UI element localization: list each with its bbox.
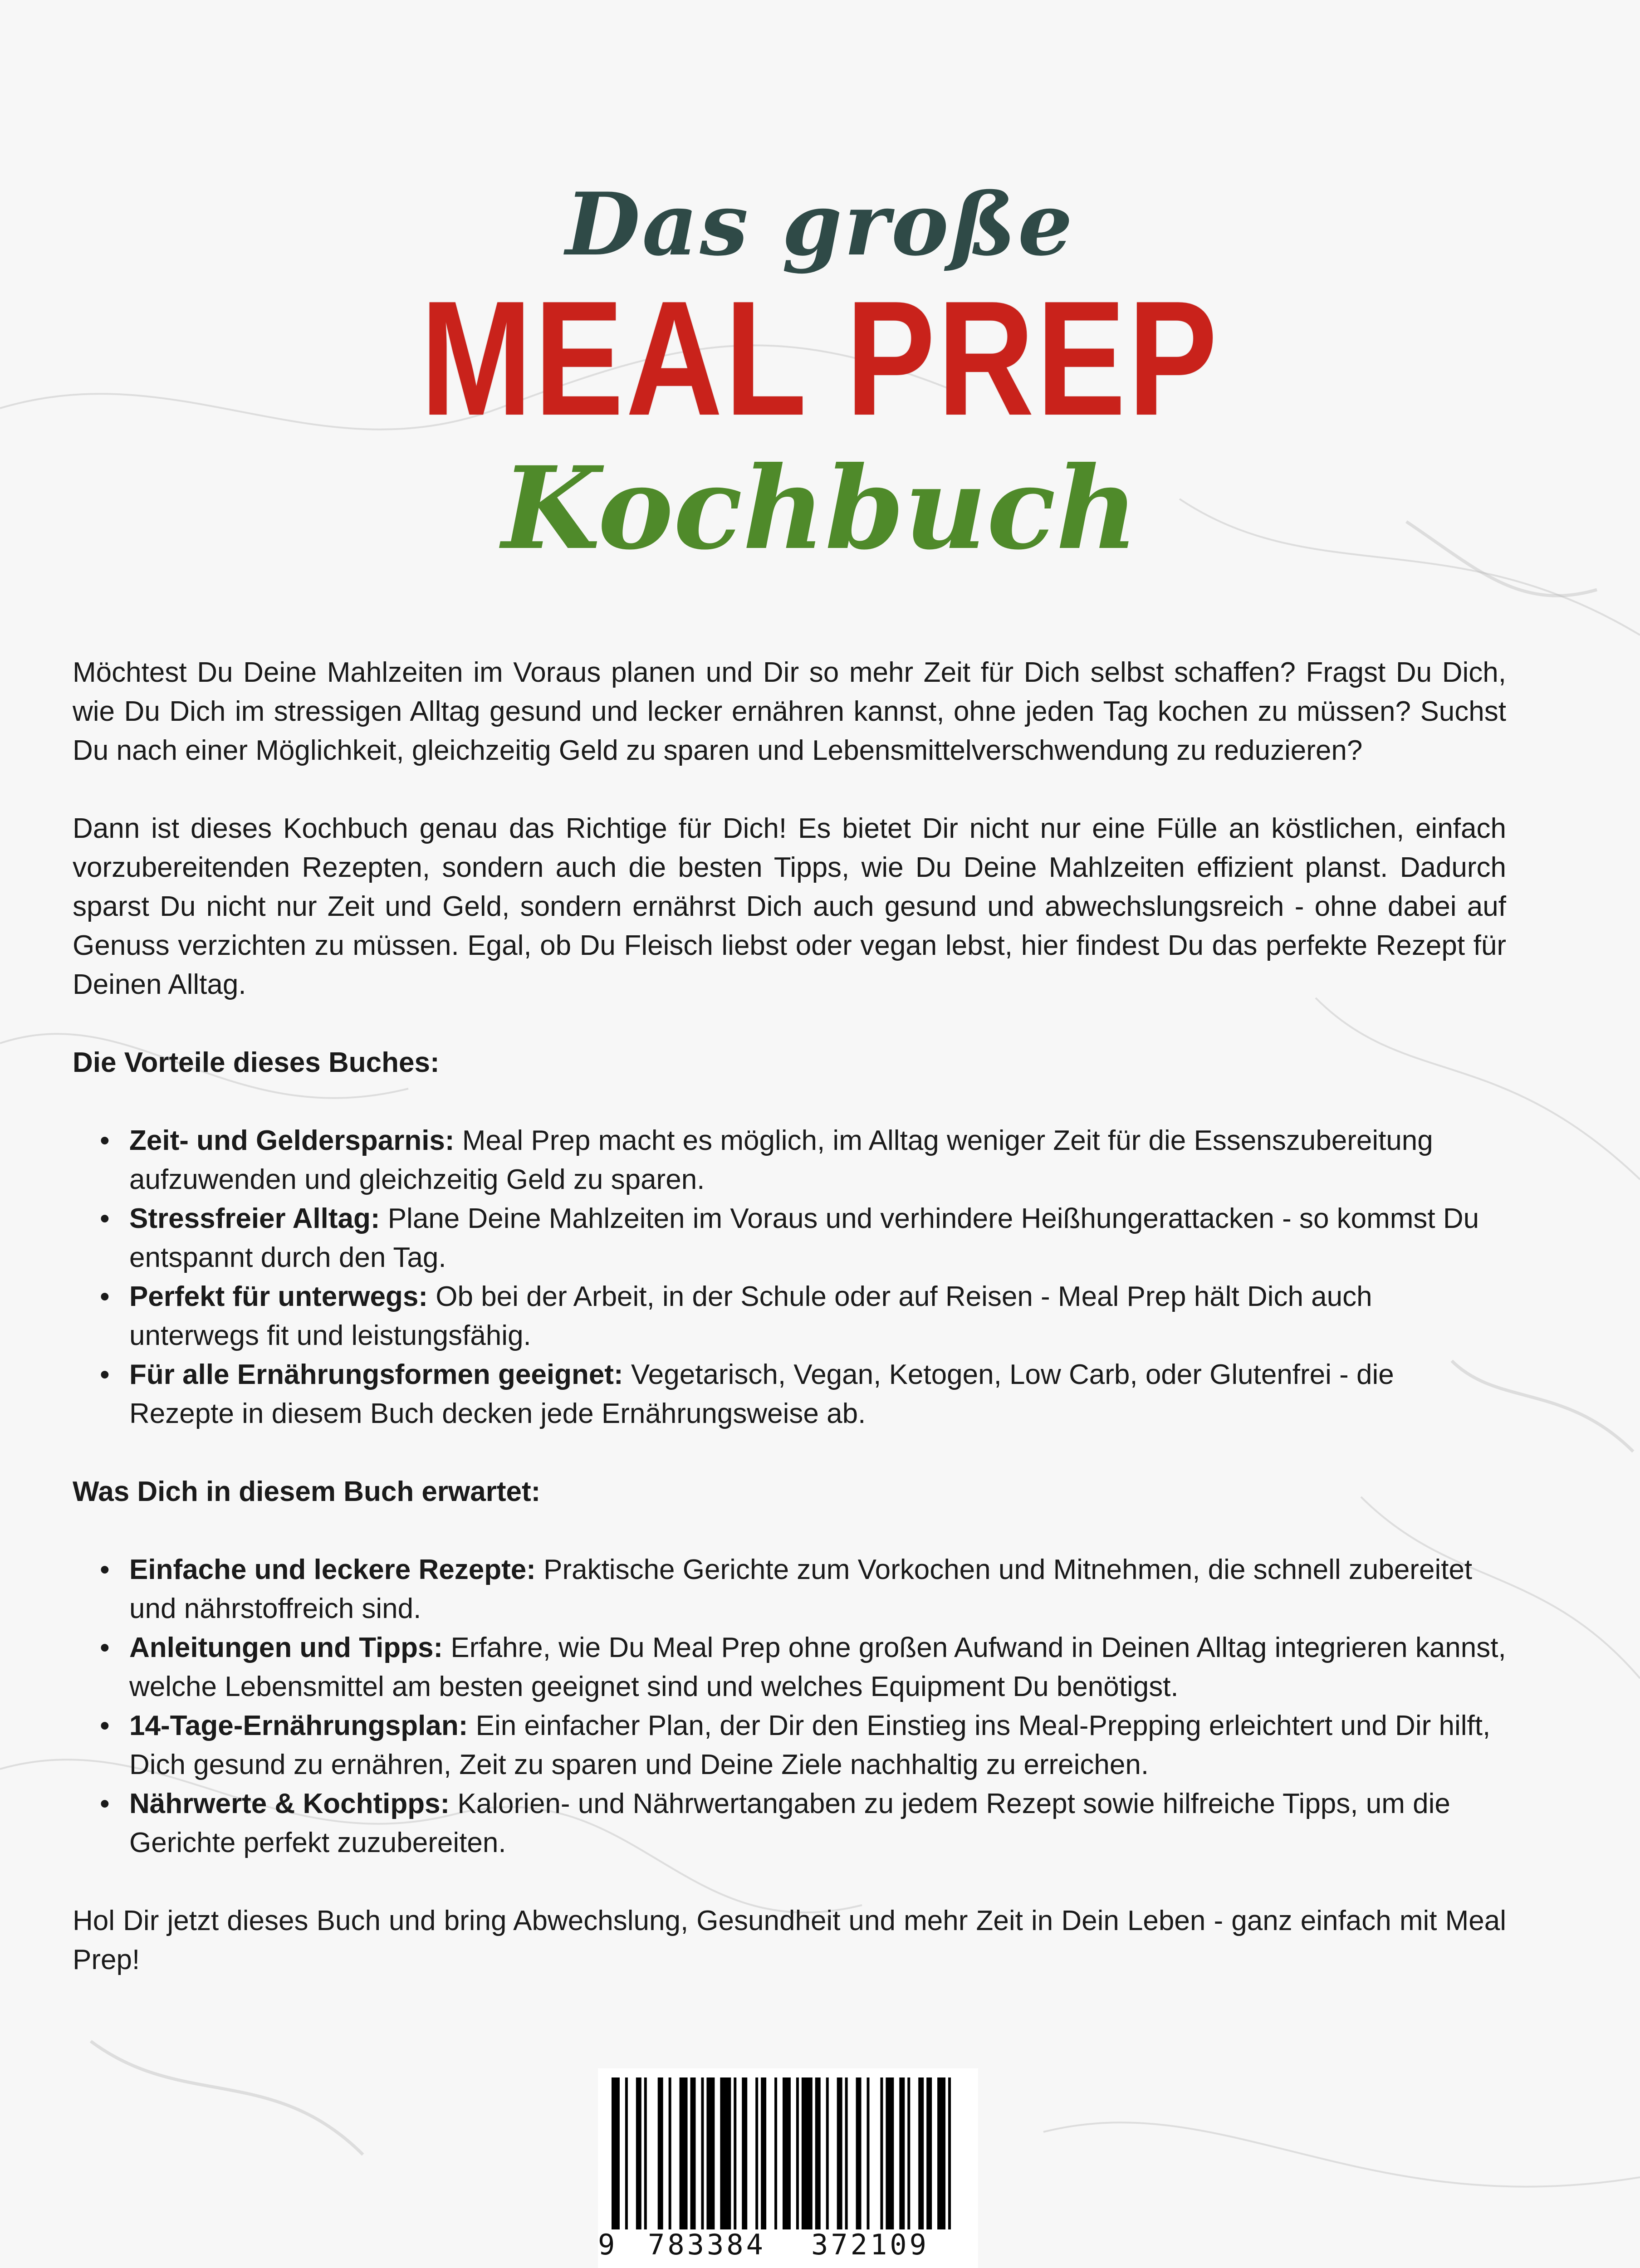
barcode-bar: [669, 2077, 671, 2229]
title-line-2: MEAL PREP: [420, 267, 1220, 450]
bullet-icon: •: [100, 1203, 110, 1234]
barcode-bar: [926, 2077, 932, 2229]
bullet-icon: •: [100, 1281, 110, 1312]
bullet-icon: •: [100, 1554, 110, 1585]
barcode-bar: [867, 2077, 870, 2229]
barcode-bar: [783, 2077, 791, 2229]
list-item: • Einfache und leckere Rezepte: Praktische Gerichte zum Vorkochen und Mitnehmen, die schnell zubereitet und nährstoffreich sind.: [73, 1550, 1506, 1628]
barcode-bar: [845, 2077, 848, 2229]
barcode-bar: [734, 2077, 736, 2229]
list-item: • Stressfreier Alltag: Plane Deine Mahlzeiten im Voraus und verhindere Heißhungerattacken - so kommst Du entspannt durch den Tag.: [73, 1199, 1506, 1277]
list-item: • Zeit- und Geldersparnis: Meal Prep macht es möglich, im Alltag weniger Zeit für die Essenszubereitung aufzuwenden und gleichzeitig Geld zu sparen.: [73, 1121, 1506, 1199]
section-heading-contents: Was Dich in diesem Buch erwartet:: [73, 1476, 541, 1507]
description-body: [73, 653, 1506, 1980]
bullet-icon: •: [100, 1788, 110, 1819]
barcode-bar: [761, 2077, 766, 2229]
barcode-bar: [837, 2077, 842, 2229]
barcode-bar: [636, 2077, 641, 2229]
benefits-list: [73, 1121, 1506, 1433]
section-heading-benefits: Die Vorteile dieses Buches:: [73, 1047, 440, 1078]
barcode-bar: [742, 2077, 747, 2229]
barcode-bar: [701, 2077, 704, 2229]
barcode-bars: [612, 2077, 956, 2229]
barcode-bar: [774, 2077, 777, 2229]
list-item: • 14-Tage-Ernährungsplan: Ein einfacher Plan, der Dir den Einstieg ins Meal-Prepping erleichtert und Dir hilft, Dich gesund zu ernähren, Zeit zu sparen und Deine Ziele nachhaltig zu erreichen.: [73, 1706, 1506, 1784]
title-line-3: Kochbuch: [501, 441, 1139, 575]
barcode-bar: [886, 2077, 894, 2229]
intro-paragraph-2: Dann ist dieses Kochbuch genau das Richtige für Dich! Es bietet Dir nicht nur eine Fülle an köstlichen, einfach vorzubereitenden Rezepten, sondern auch die besten Tipps, wie Du Deine Mahlzeiten effizient planst. Dadurch sparst Du nicht nur Zeit und Geld, sondern ernährst Dich auch gesund und abwechslungsreich - ohne dabei auf Genuss verzichten zu müssen. Egal, ob Du Fleisch liebst oder vegan lebst, hier findest Du das perfekte Rezept für Deinen Alltag.: [73, 813, 1506, 1000]
barcode-bar: [680, 2077, 688, 2229]
book-title: [0, 172, 1640, 575]
bullet-icon: •: [100, 1632, 110, 1663]
closing-paragraph: Hol Dir jetzt dieses Buch und bring Abwechslung, Gesundheit und mehr Zeit in Dein Leben - ganz einfach mit Meal Prep!: [73, 1905, 1506, 1975]
barcode-bar: [937, 2077, 945, 2229]
bullet-icon: •: [100, 1359, 110, 1390]
barcode-bar: [796, 2077, 799, 2229]
barcode-bar: [720, 2077, 731, 2229]
barcode-digit-first: 9: [598, 2228, 618, 2261]
barcode-bar: [755, 2077, 758, 2229]
bullet-icon: •: [100, 1710, 110, 1741]
barcode-bar: [625, 2077, 628, 2229]
barcode-bar: [612, 2077, 620, 2229]
bullet-icon: •: [100, 1125, 110, 1156]
barcode-bar: [815, 2077, 821, 2229]
contents-list: [73, 1550, 1506, 1862]
list-item: • Anleitungen und Tipps: Erfahre, wie Du Meal Prep ohne großen Aufwand in Deinen Alltag integrieren kannst, welche Lebensmittel am besten geeignet sind und welches Equipment Du benötigst.: [73, 1628, 1506, 1706]
barcode-bar: [899, 2077, 905, 2229]
barcode-bar: [918, 2077, 924, 2229]
list-item: • Perfekt für unterwegs: Ob bei der Arbeit, in der Schule oder auf Reisen - Meal Prep hält Dich auch unterwegs fit und leistungsfähig.: [73, 1277, 1506, 1355]
barcode-bar: [948, 2077, 951, 2229]
barcode-bar: [826, 2077, 829, 2229]
barcode-digits-left: 783384: [648, 2228, 766, 2261]
barcode-bar: [658, 2077, 663, 2229]
list-item: • Nährwerte & Kochtipps: Kalorien- und Nährwertangaben zu jedem Rezept sowie hilfreiche Tipps, um die Gerichte perfekt zuzubereiten.: [73, 1784, 1506, 1862]
barcode-bar: [856, 2077, 862, 2229]
intro-paragraph-1: Möchtest Du Deine Mahlzeiten im Voraus planen und Dir so mehr Zeit für Dich selbst schaffen? Fragst Du Dich, wie Du Dich im stressigen Alltag gesund und lecker ernähren kannst, ohne jeden Tag kochen zu müssen? Suchst Du nach einer Möglichkeit, gleichzeitig Geld zu sparen und Lebensmittelverschwendung zu reduzieren?: [73, 657, 1506, 766]
barcode-bar: [802, 2077, 813, 2229]
barcode-bar: [706, 2077, 715, 2229]
isbn-barcode: [598, 2068, 978, 2268]
barcode-bar: [644, 2077, 647, 2229]
list-item: • Für alle Ernährungsformen geeignet: Vegetarisch, Vegan, Ketogen, Low Carb, oder Glutenfrei - die Rezepte in diesem Buch decken jede Ernährungsweise ab.: [73, 1355, 1506, 1433]
title-line-1: Das große: [565, 174, 1075, 275]
barcode-digits-right: 372109: [811, 2228, 929, 2261]
barcode-bar: [880, 2077, 883, 2229]
barcode-bar: [690, 2077, 696, 2229]
barcode-bar: [907, 2077, 910, 2229]
